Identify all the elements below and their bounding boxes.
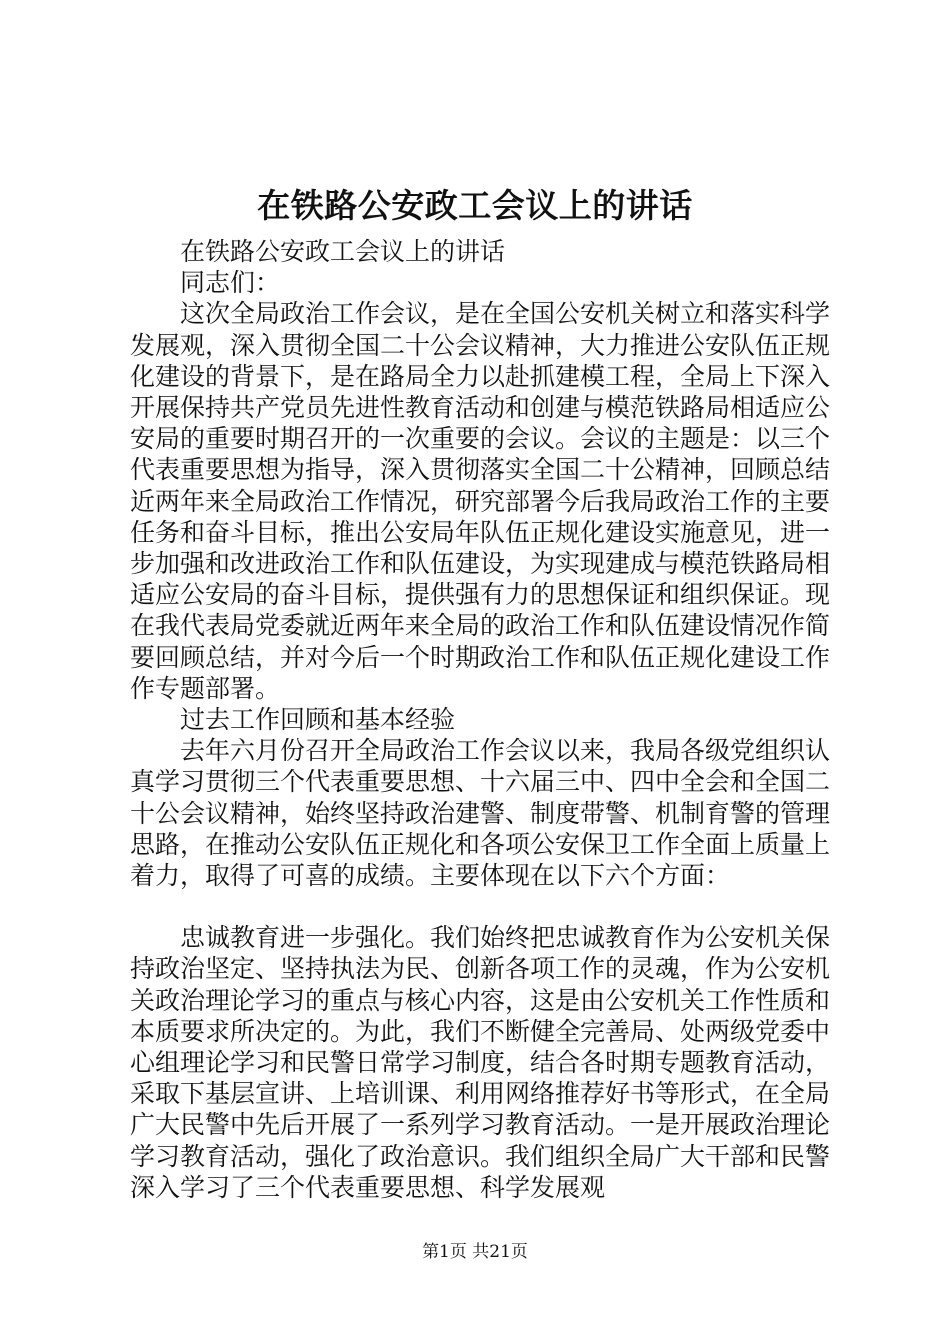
paragraph-subtitle: 在铁路公安政工会议上的讲话 (180, 237, 506, 266)
page-number: 第1页 共21页 (422, 1242, 528, 1262)
document-body (130, 236, 830, 1203)
paragraph-review: 去年六月份召开全局政治工作会议以来，我局各级党组织认真学习贯彻三个代表重要思想、十六届三中、四中全会和全国二十公会议精神，始终坚持政治建警、制度带警、机制育警的管理思路，在推动公安队伍正规化和各项公安保卫工作全面上质量上着力，取得了可喜的成绩。主要体现在以下六个方面： (130, 736, 831, 891)
paragraph-salutation: 同志们： (180, 268, 281, 298)
document-title: 在铁路公安政工会议上的讲话 (257, 186, 693, 225)
paragraph-introduction: 这次全局政治工作会议，是在全国公安机关树立和落实科学发展观，深入贯彻全国二十公会议精神，大力推进公安队伍正规化建设的背景下，是在路局全力以赴抓建模工程，全局上下深入开展保持共产党员先进性教育活动和创建与模范铁路局相适应公安局的重要时期召开的一次重要的会议。会议的主题是：以三个代表重要思想为指导，深入贯彻落实全国二十公精神，回顾总结近两年来全局政治工作情况，研究部署今后我局政治工作的主要任务和奋斗目标，推出公安局年队伍正规化建设实施意见，进一步加强和改进政治工作和队伍建设，为实现建成与模范铁路局相适应公安局的奋斗目标，提供强有力的思想保证和组织保证。现在我代表局党委就近两年来全局的政治工作和队伍建设情况作简要回顾总结，并对今后一个时期政治工作和队伍正规化建设工作作专题部署。 (130, 299, 831, 703)
paragraph-loyalty-education: 忠诚教育进一步强化。我们始终把忠诚教育作为公安机关保持政治坚定、坚持执法为民、创新各项工作的灵魂，作为公安机关政治理论学习的重点与核心内容，这是由公安机关工作性质和本质要求所决定的。为此，我们不断健全完善局、处两级党委中心组理论学习和民警日常学习制度，结合各时期专题教育活动，采取下基层宣讲、上培训课、利用网络推荐好书等形式，在全局广大民警中先后开展了一系列学习教育活动。一是开展政治理论学习教育活动，强化了政治意识。我们组织全局广大干部和民警深入学习了三个代表重要思想、科学发展观 (130, 923, 831, 1202)
section-heading: 过去工作回顾和基本经验 (180, 705, 456, 735)
